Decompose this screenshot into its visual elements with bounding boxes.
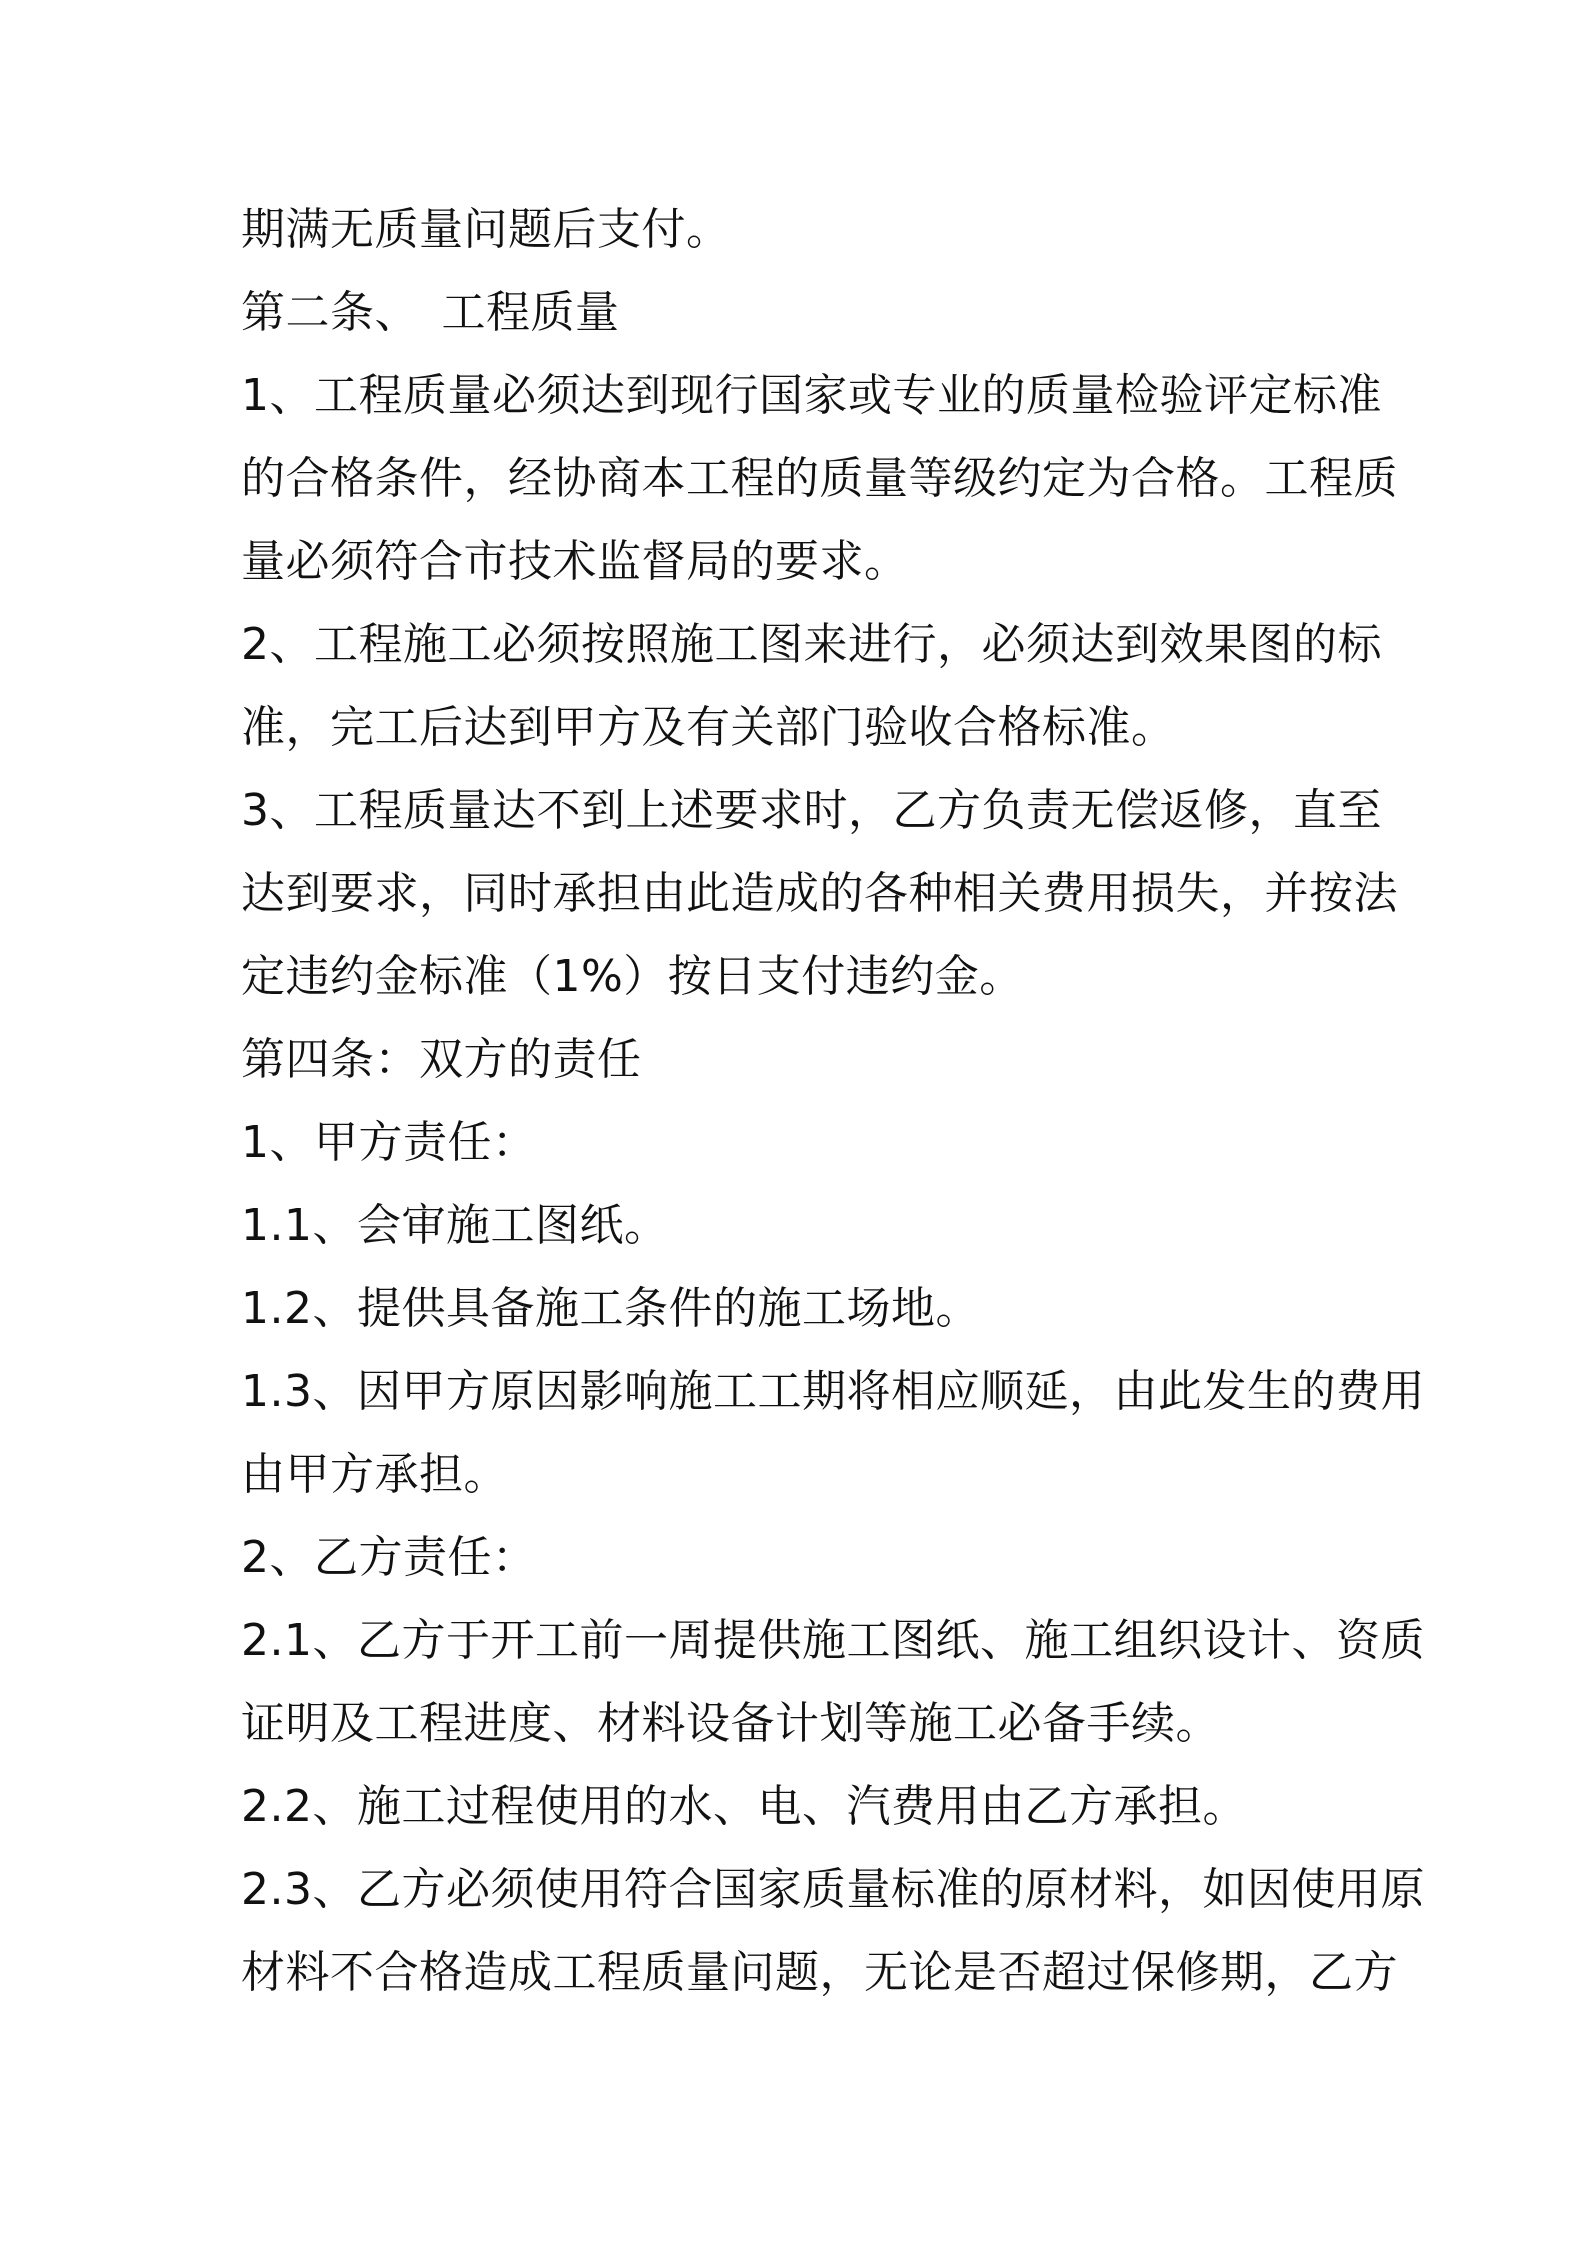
text-line: 2.2、施工过程使用的水、电、汽费用由乙方承担。 [241,1781,1247,1832]
text-line: 2、乙方责任： [241,1532,537,1583]
text-line: 1、工程质量必须达到现行国家或专业的质量检验评定标准 [241,370,1382,421]
text-line: 1.2、提供具备施工条件的施工场地。 [241,1283,980,1334]
section-heading: 第二条、 工程质量 [241,287,620,338]
text-line: 达到要求，同时承担由此造成的各种相关费用损失，并按法 [241,868,1398,919]
text-line: 1.1、会审施工图纸。 [241,1200,669,1251]
text-line: 由甲方承担。 [241,1449,508,1500]
text-line: 定违约金标准（1%）按日支付违约金。 [241,951,1024,1002]
text-line: 证明及工程进度、材料设备计划等施工必备手续。 [241,1698,1220,1749]
text-line: 1.3、因甲方原因影响施工工期将相应顺延，由此发生的费用 [241,1366,1425,1417]
text-line: 准，完工后达到甲方及有关部门验收合格标准。 [241,702,1176,753]
section-heading: 第四条：双方的责任 [241,1034,642,1085]
text-line: 2.3、乙方必须使用符合国家质量标准的原材料，如因使用原 [241,1864,1425,1915]
document-body [241,188,1425,2014]
text-line: 材料不合格造成工程质量问题，无论是否超过保修期，乙方 [241,1947,1398,1998]
text-line: 2、工程施工必须按照施工图来进行，必须达到效果图的标 [241,619,1382,670]
text-line: 2.1、乙方于开工前一周提供施工图纸、施工组织设计、资质 [241,1615,1425,1666]
text-line: 量必须符合市技术监督局的要求。 [241,536,909,587]
text-line: 的合格条件，经协商本工程的质量等级约定为合格。工程质 [241,453,1398,504]
text-line: 3、工程质量达不到上述要求时，乙方负责无偿返修，直至 [241,785,1382,836]
text-line: 期满无质量问题后支付。 [241,204,731,255]
text-line: 1、甲方责任： [241,1117,537,1168]
